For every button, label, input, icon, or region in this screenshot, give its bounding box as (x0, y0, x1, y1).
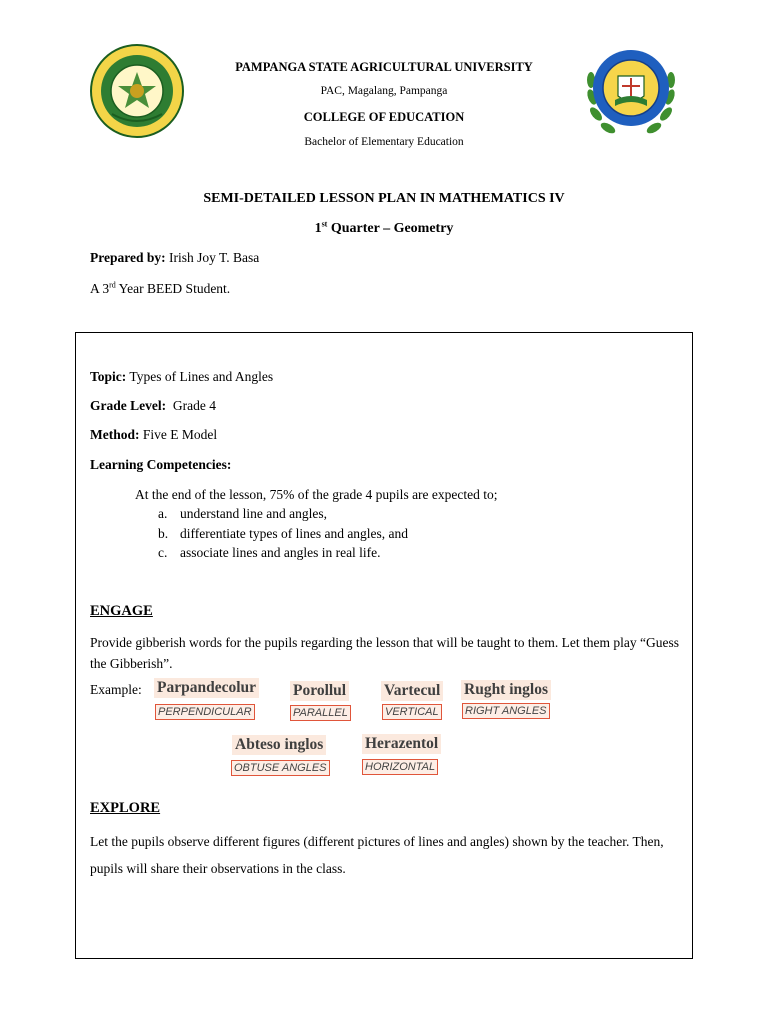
list-item: a. (158, 506, 168, 521)
grade-line: Grade Level: Grade 4 (90, 398, 216, 413)
gibberish-answer: PERPENDICULAR (155, 704, 255, 720)
gibberish-word: Porollul (290, 681, 349, 701)
program-name: Bachelor of Elementary Education (304, 136, 464, 148)
list-item-text: associate lines and angles in real life. (180, 545, 381, 560)
lesson-title: SEMI-DETAILED LESSON PLAN IN MATHEMATICS IV (203, 191, 565, 206)
competencies-label: Learning Competencies: (90, 457, 232, 472)
gibberish-answer: OBTUSE ANGLES (231, 760, 330, 776)
competencies-intro: At the end of the lesson, 75% of the grade 4 pupils are expected to; (135, 487, 498, 502)
engage-text: Provide gibberish words for the pupils regarding the lesson that will be taught to them. Let them play “Guess the Gibberish”. (90, 635, 680, 671)
gibberish-word: Rught inglos (461, 680, 551, 700)
list-item: b. (158, 526, 169, 541)
college-name: COLLEGE OF EDUCATION (303, 110, 465, 124)
quarter-line: 1st Quarter – Geometry (314, 219, 454, 236)
example-label: Example: (90, 682, 142, 697)
list-item-text: differentiate types of lines and angles, and (180, 526, 409, 541)
explore-text: Let the pupils observe different figures (different pictures of lines and angles) shown by the teacher. Then, pupils will share their observations in the class. (90, 834, 664, 876)
gibberish-answer: VERTICAL (382, 704, 442, 720)
gibberish-word: Herazentol (362, 734, 441, 754)
list-item: c. (158, 545, 168, 560)
student-year: A 3rd Year BEED Student. (90, 280, 231, 296)
engage-heading: ENGAGE (90, 603, 153, 619)
gibberish-answer: PARALLEL (290, 705, 351, 721)
topic-line: Topic: Types of Lines and Angles (90, 369, 274, 384)
explore-heading: EXPLORE (90, 800, 161, 816)
university-address: PAC, Magalang, Pampanga (320, 85, 448, 97)
university-name: PAMPANGA STATE AGRICULTURAL UNIVERSITY (235, 60, 533, 74)
gibberish-word: Abteso inglos (232, 735, 326, 755)
prepared-by: Prepared by: Irish Joy T. Basa (90, 250, 260, 265)
gibberish-word: Parpandecolur (154, 678, 259, 698)
gibberish-answer: HORIZONTAL (362, 759, 438, 775)
method-line: Method: Five E Model (90, 427, 218, 442)
gibberish-answer: RIGHT ANGLES (462, 703, 550, 719)
gibberish-word: Vartecul (381, 681, 443, 701)
list-item-text: understand line and angles, (180, 506, 327, 521)
